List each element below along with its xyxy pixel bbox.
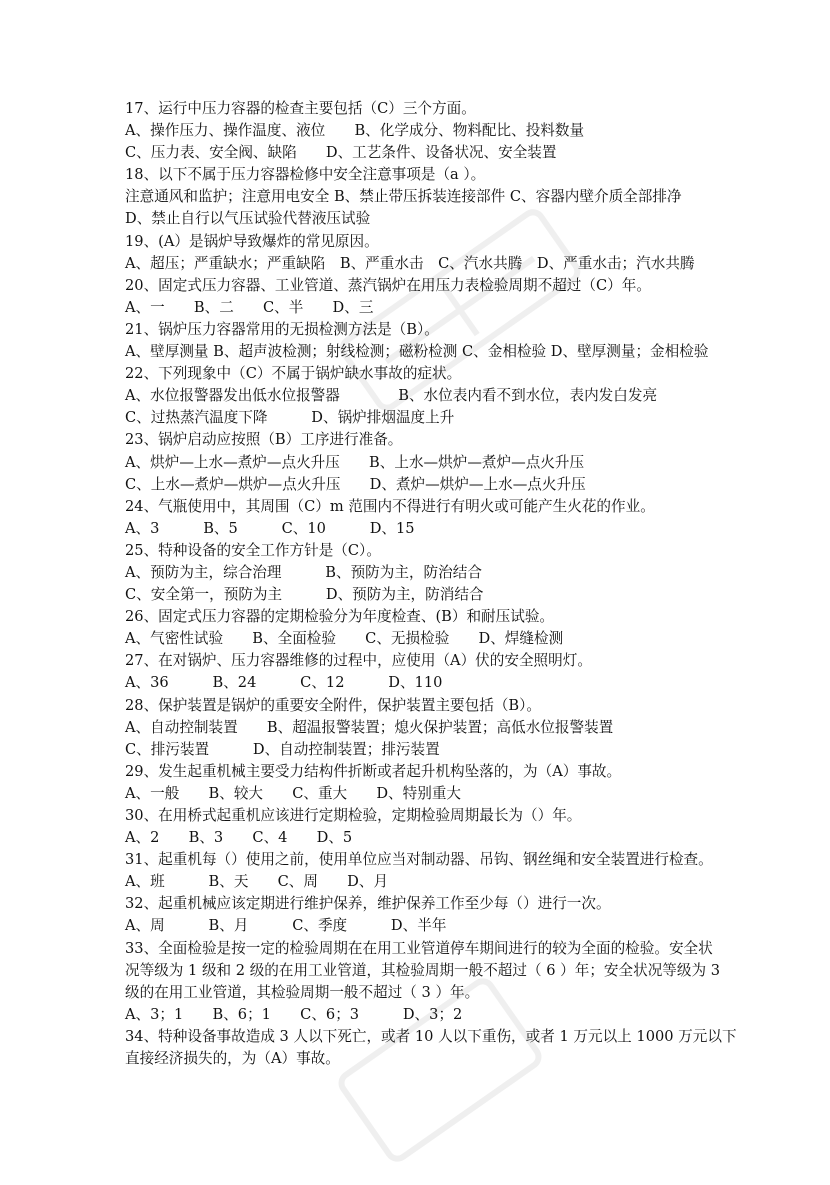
text-line: 29、发生起重机械主要受力结构件折断或者起升机构坠落的，为（A）事故。 bbox=[125, 762, 622, 780]
text-line: 17、运行中压力容器的检查主要包括（C）三个方面。 bbox=[125, 100, 476, 117]
text-line: 21、锅炉压力容器常用的无损检测方法是（B）。 bbox=[125, 320, 439, 338]
text-line: A、36 B、24 C、12 D、110 bbox=[125, 674, 443, 692]
text-line: A、操作压力、操作温度、液位 B、化学成分、物料配比、投料数量 bbox=[125, 122, 585, 140]
text-line: 23、锅炉启动应按照（B）工序进行准备。 bbox=[125, 431, 403, 449]
question-list bbox=[125, 98, 737, 1070]
text-line: A、水位报警器发出低水位报警器 B、水位表内看不到水位，表内发白发亮 bbox=[125, 387, 658, 405]
text-line: A、超压；严重缺水；严重缺陷 B、严重水击 C、汽水共腾 D、严重水击；汽水共腾 bbox=[125, 254, 695, 272]
text-line: A、壁厚测量 B、超声波检测；射线检测；磁粉检测 C、金相检验 D、壁厚测量；金相检验 bbox=[125, 343, 709, 361]
text-line: 24、气瓶使用中，其周围（C）m 范围内不得进行有明火或可能产生火花的作业。 bbox=[125, 497, 655, 515]
text-line: 25、特种设备的安全工作方针是（C）。 bbox=[125, 541, 381, 559]
text-line: 况等级为 1 级和 2 级的在用工业管道，其检验周期一般不超过（ 6 ）年；安全状况等级为 3 bbox=[125, 961, 720, 979]
text-line: 32、起重机械应该定期进行维护保养，维护保养工作至少每（）进行一次。 bbox=[125, 895, 611, 913]
text-line: A、一 B、二 C、半 D、三 bbox=[125, 298, 374, 316]
text-line: A、自动控制装置 B、超温报警装置；熄火保护装置；高低水位报警装置 bbox=[125, 718, 614, 736]
text-line: 33、全面检验是按一定的检验周期在在用工业管道停车期间进行的较为全面的检验。安全状 bbox=[125, 939, 713, 957]
text-line: 26、固定式压力容器的定期检验分为年度检查、(B）和耐压试验。 bbox=[125, 608, 555, 626]
text-line: 20、固定式压力容器、工业管道、蒸汽锅炉在用压力表检验周期不超过（C）年。 bbox=[125, 276, 651, 294]
text-line: A、班 B、天 C、周 D、月 bbox=[125, 873, 389, 891]
text-line: 级的在用工业管道，其检验周期一般不超过（ 3 ）年。 bbox=[125, 983, 480, 1001]
text-line: 31、起重机每（）使用之前，使用单位应当对制动器、吊钩、钢丝绳和安全装置进行检查。 bbox=[125, 851, 713, 869]
text-line: 注意通风和监护；注意用电安全 B、禁止带压拆装连接部件 C、容器内壁介质全部排净 bbox=[125, 188, 682, 206]
text-line: C、安全第一，预防为主 D、预防为主，防消结合 bbox=[125, 586, 484, 604]
text-line: 28、保护装置是锅炉的重要安全附件，保护装置主要包括（B）。 bbox=[125, 696, 542, 714]
text-line: A、气密性试验 B、全面检验 C、无损检验 D、焊缝检测 bbox=[125, 630, 564, 648]
text-line: A、3；1 B、6；1 C、6；3 D、3；2 bbox=[125, 1005, 463, 1023]
text-line: A、3 B、5 C、10 D、15 bbox=[125, 519, 415, 537]
text-line: 直接经济损失的，为（A）事故。 bbox=[125, 1050, 340, 1068]
text-line: A、烘炉—上水—煮炉—点火升压 B、上水—烘炉—煮炉—点火升压 bbox=[125, 453, 585, 471]
text-line: C、过热蒸汽温度下降 D、锅炉排烟温度上升 bbox=[125, 409, 455, 427]
text-line: 27、在对锅炉、压力容器维修的过程中，应使用（A）伏的安全照明灯。 bbox=[125, 652, 592, 670]
text-line: 18、以下不属于压力容器检修中安全注意事项是（a ）。 bbox=[125, 166, 486, 184]
text-line: 34、特种设备事故造成 3 人以下死亡，或者 10 人以下重伤，或者 1 万元以上 1000 万元以下 bbox=[125, 1027, 737, 1045]
text-line: A、周 B、月 C、季度 D、半年 bbox=[125, 917, 447, 935]
text-line: 19、(A）是锅炉导致爆炸的常见原因。 bbox=[125, 232, 379, 250]
text-line: 22、下列现象中（C）不属于锅炉缺水事故的症状。 bbox=[125, 365, 462, 383]
text-line: C、压力表、安全阀、缺陷 D、工艺条件、设备状况、安全装置 bbox=[125, 144, 557, 162]
text-line: D、禁止自行以气压试验代替液压试验 bbox=[125, 210, 371, 228]
text-line: A、预防为主，综合治理 B、预防为主，防治结合 bbox=[125, 563, 482, 581]
text-line: A、一般 B、较大 C、重大 D、特别重大 bbox=[125, 784, 462, 802]
text-line: C、上水—煮炉—烘炉—点火升压 D、煮炉—烘炉—上水—点火升压 bbox=[125, 475, 586, 493]
text-line: A、2 B、3 C、4 D、5 bbox=[125, 829, 353, 847]
text-line: C、排污装置 D、自动控制装置；排污装置 bbox=[125, 740, 440, 758]
text-line: 30、在用桥式起重机应该进行定期检验，定期检验周期最长为（）年。 bbox=[125, 807, 582, 824]
